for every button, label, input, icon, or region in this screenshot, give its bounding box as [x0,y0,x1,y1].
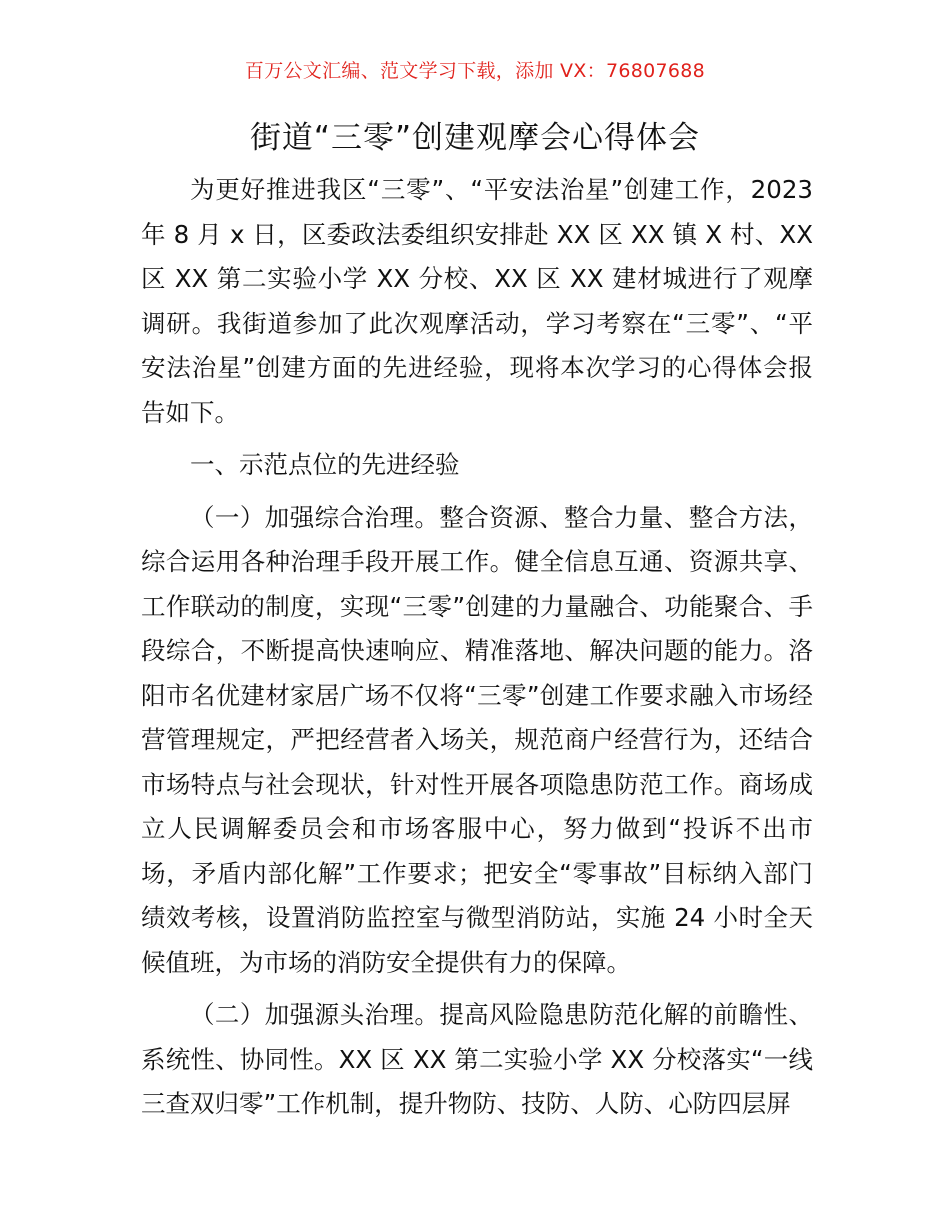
document-title: 街道“三零”创建观摩会心得体会 [249,120,701,156]
header-banner: 百万公文汇编、范文学习下载，添加 VX：76807688 [244,60,706,82]
section-heading-1: 一、示范点位的先进经验 [190,450,460,479]
paragraph-intro: 为更好推进我区“三零”、“平安法治星”创建工作，2023年 8 月 x 日，区委政法委组织安排赴 XX 区 XX 镇 X 村、XX区 XX 第二实验小学 XX 分校、XX 区 XX 建材城进行了观摩调研。我街道参加了此次观摩活动，学习考察在“三零”、“平安法治星”创建方面的先进经验，现将本次学习的心得体会报告如下。 [141,175,813,427]
document-body [141,168,813,1127]
paragraph-source-governance: （二）加强源头治理。提高风险隐患防范化解的前瞻性、系统性、协同性。XX 区 XX 第二实验小学 XX 分校落实“一线三查双归零”工作机制，提升物防、技防、人防、心防四层屏 [141,1000,813,1118]
paragraph-comprehensive-governance: （一）加强综合治理。整合资源、整合力量、整合方法，综合运用各种治理手段开展工作。健全信息互通、资源共享、工作联动的制度，实现“三零”创建的力量融合、功能聚合、手段综合，不断提高快速响应、精准落地、解决问题的能力。洛阳市名优建材家居广场不仅将“三零”创建工作要求融入市场经营管理规定，严把经营者入场关，规范商户经营行为，还结合市场特点与社会现状，针对性开展各项隐患防范工作。商场成立人民调解委员会和市场客服中心，努力做到“投诉不出市场，矛盾内部化解”工作要求；把安全“零事故”目标纳入部门绩效考核，设置消防监控室与微型消防站，实施 24 小时全天候值班，为市场的消防安全提供有力的保障。 [141,502,813,977]
